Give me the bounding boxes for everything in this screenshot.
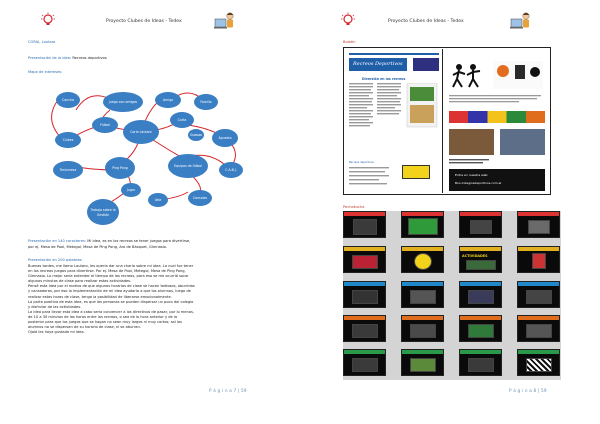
slide xyxy=(401,315,444,342)
pres200-line: realizar estas horas de clase, tenga la posibilidad de liberarse emocionalmente. xyxy=(28,294,172,299)
pres200-line: de 10 a 30 minutos de las horas entre los recreos, o sea de la hora anterior y de la xyxy=(28,314,178,319)
node-label: Juego con amigos xyxy=(108,100,138,104)
node-label: Coria Lautaro xyxy=(130,130,152,134)
slide xyxy=(517,281,560,308)
slide xyxy=(401,211,444,238)
pres200-body xyxy=(28,264,195,335)
pres200-line: algunos minutos de clase para realizar estas actividades. xyxy=(28,279,132,284)
bulletin-figures-2 xyxy=(493,61,543,89)
node-label: Apuesta xyxy=(218,136,232,140)
presentation-line xyxy=(28,56,107,61)
slide xyxy=(459,349,502,376)
bulletin-image xyxy=(343,47,551,195)
sport-icons xyxy=(493,61,543,89)
bulletin-photo-caption xyxy=(449,159,494,165)
lightbulb-icon xyxy=(40,12,56,28)
pres200-line: y disfrutar de las actividades. xyxy=(28,304,82,309)
student-computer-icon xyxy=(510,10,532,30)
node-label: Clubes xyxy=(62,138,74,142)
node-label: Gestión xyxy=(96,213,110,217)
bulletin-right-text xyxy=(449,95,545,103)
node-label: Familia xyxy=(200,100,212,104)
header-title: Proyecto Clubes de Ideas - Tedex xyxy=(106,19,182,24)
bulletin-figures xyxy=(449,61,485,91)
mind-map xyxy=(28,80,250,230)
bulletin-photo-2 xyxy=(500,129,545,155)
bulletin-text-columns xyxy=(349,83,439,143)
pres200-line: Ojalá les haya gustado mi idea. xyxy=(28,330,85,335)
pres200-line: alumnos no se dispersan de su horario de clase, ni se aburran. xyxy=(28,325,141,330)
presentation-label: Presentación de la idea: xyxy=(28,56,72,60)
pres140-line-1 xyxy=(28,239,190,244)
bulletin-photo-1 xyxy=(449,129,494,155)
node-label: Tenismesa xyxy=(59,168,77,172)
slide xyxy=(401,349,444,376)
slide xyxy=(401,246,444,273)
bulletin-side-block xyxy=(413,58,439,71)
bulletin-sign xyxy=(402,165,430,179)
slide xyxy=(517,349,560,376)
running-figures-icon xyxy=(449,61,485,91)
bulletin-top-rule xyxy=(349,53,439,55)
bulletin-label: Boletín xyxy=(343,40,356,44)
slide xyxy=(517,246,560,273)
pres200-line: en los recreos juegos para divertirse. Por ej. Mesa de Pool, Metegol, Mesa de Ping Pong, xyxy=(28,269,186,274)
pechakucha-label: Pechakucha xyxy=(343,205,365,209)
bulletin-right-panel xyxy=(445,49,549,193)
pres200-line: posterior para que los juegos que se hagan no sean muy largos ni muy cortos; así los xyxy=(28,320,182,325)
pres200-line: Gimnasio. Lo mejor sería extender el tiempo de los recreos, para eso se me ocurrió sacar xyxy=(28,274,189,279)
bulletin-banner xyxy=(449,111,545,123)
node-label: Guasao xyxy=(189,133,203,137)
lightbulb-icon xyxy=(340,12,356,28)
node-label: Ping Pong xyxy=(112,166,128,170)
presentation-value: Recreos deportivos xyxy=(72,56,107,60)
slide xyxy=(459,211,502,238)
pechakucha-grid xyxy=(343,211,561,380)
slide-title: ACTIVIDADES xyxy=(462,254,488,258)
bulletin-headline: Diversión en los recreos xyxy=(362,77,406,81)
slide xyxy=(459,246,502,273)
slide xyxy=(517,315,560,342)
page-number: P á g i n a 7 | 59 xyxy=(209,388,247,393)
bulletin-caption-left: Recreos deportivos xyxy=(349,161,374,164)
bulletin-web-box xyxy=(449,169,545,191)
pres200-line: y cansadoras, por eso la implementación de mi idea ayudaría a que los alumnos, luego de xyxy=(28,289,191,294)
node-label: Jugar xyxy=(126,188,136,192)
student-computer-icon xyxy=(214,10,236,30)
slide xyxy=(343,281,386,308)
node-label: Amigo xyxy=(162,98,174,102)
node-label: Fútbol xyxy=(100,123,110,127)
pres140-text-2: por ej. Mesa de Pool, Metegol, Mesa de Ping Pong, Aro de Básquet, Gimnasio. xyxy=(28,245,167,249)
bulletin-list xyxy=(349,167,397,189)
slide xyxy=(517,211,560,238)
pres200-label: Presentación en 200 palabras: xyxy=(28,258,83,262)
slide xyxy=(459,281,502,308)
bulletin-caption-right: Entra en nuestra web: xyxy=(455,173,489,177)
node-label: Cancha xyxy=(62,98,74,102)
slide xyxy=(459,315,502,342)
node-label: Equipos de fútbol xyxy=(174,164,202,168)
node-label: C.A.B.J. xyxy=(225,168,237,172)
pres140-label: Presentación en 140 caracteres: xyxy=(28,239,87,243)
mindmap-label: Mapa de intereses: xyxy=(28,70,63,74)
bulletin-left-panel xyxy=(345,49,443,193)
node-label: Consolas xyxy=(192,196,208,200)
slide xyxy=(343,246,386,273)
node-trabajo xyxy=(87,199,119,225)
pres200-line: Buenas tardes, me llamo Lautaro, les quería dar una charla sobre mi idea. La cual fue tener xyxy=(28,264,194,268)
slide xyxy=(343,315,386,342)
pres140-text-1: Mi idea, es en los recreos se tener juegos para divertirse, xyxy=(87,239,191,243)
node-label: Trabajo sobre la xyxy=(90,208,116,212)
bulletin-web: Boo.Colegiosdeportivos.com.ar xyxy=(455,181,502,185)
page-number: P á g i n a 8 | 59 xyxy=(509,388,547,393)
pres200-line: Pensé esta idea por el motivo de que algunos horarios de clase se hacen tediosos, aburridas xyxy=(28,284,195,289)
bulletin-masthead: Recreos Deportivos xyxy=(353,61,403,67)
pres200-line: La parte positiva de esta idea, es que las personas se pueden dispersar un poco del colegio xyxy=(28,299,194,304)
header-title: Proyecto Clubes de Ideas - Tedex xyxy=(388,19,464,24)
slide xyxy=(401,281,444,308)
section-label: CORIA, Lautaro xyxy=(28,40,56,44)
node-label: Carta xyxy=(177,118,187,122)
node-label: Vale xyxy=(154,198,162,202)
pres200-line: La idea para llevar esta idea a cabo sería convencer a los directivos de pasar, por lo menos, xyxy=(28,309,195,314)
slide xyxy=(343,211,386,238)
slide xyxy=(343,349,386,376)
